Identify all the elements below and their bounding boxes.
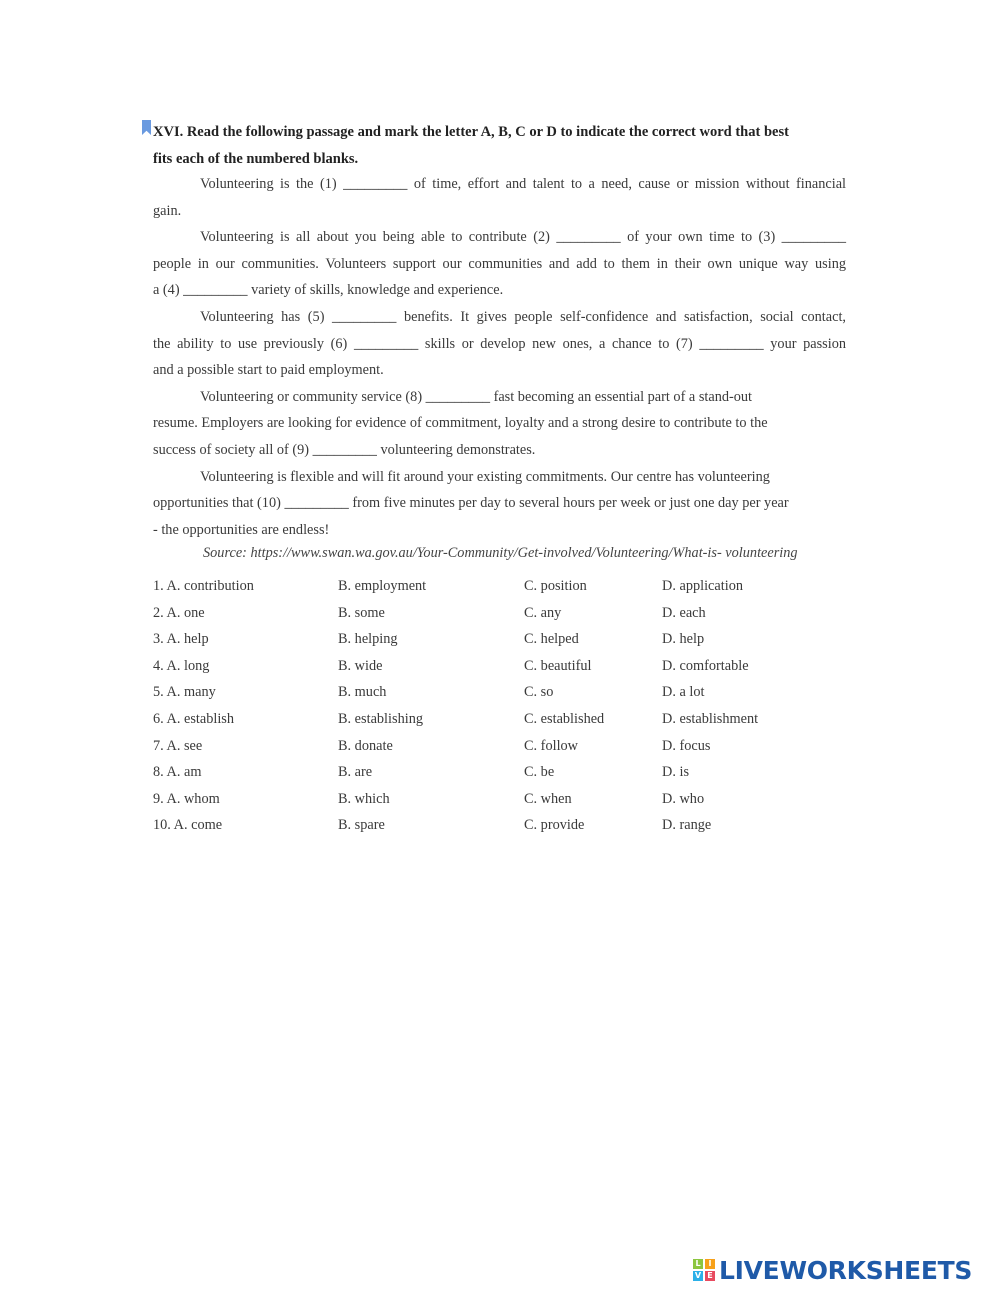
answer-option: B. helping bbox=[338, 631, 398, 648]
passage-text: your passion bbox=[763, 335, 846, 352]
passage-line bbox=[153, 517, 846, 544]
passage-line bbox=[153, 251, 846, 278]
passage-text: of time, effort and talent to a need, cause or mission without financial bbox=[407, 176, 847, 192]
heading-line-2: fits each of the numbered blanks. bbox=[153, 151, 359, 167]
logo-tile: L bbox=[693, 1259, 703, 1269]
question-options-row bbox=[153, 764, 853, 791]
logo-text: LIVEWORKSHEETS bbox=[719, 1255, 973, 1285]
answer-option: B. are bbox=[338, 764, 373, 781]
blank-field[interactable]: _________ bbox=[781, 229, 846, 246]
blank-field[interactable]: _________ bbox=[343, 176, 408, 192]
answer-option: D. who bbox=[662, 790, 705, 807]
answer-option: C. so bbox=[524, 684, 554, 701]
blank-field[interactable]: _________ bbox=[699, 335, 764, 352]
answer-option: C. provide bbox=[524, 817, 585, 834]
passage-line bbox=[153, 198, 846, 225]
answer-option: B. wide bbox=[338, 657, 383, 674]
passage-text: variety of skills, knowledge and experience. bbox=[247, 282, 504, 299]
bookmark-icon bbox=[142, 120, 151, 135]
logo-tile: E bbox=[705, 1271, 715, 1281]
passage-line bbox=[153, 410, 846, 437]
passage-text: success of society all of (9) bbox=[153, 441, 313, 458]
question-options-row bbox=[153, 684, 853, 711]
passage-text: Volunteering has (5) bbox=[200, 308, 333, 325]
answer-option: D. is bbox=[662, 764, 690, 781]
passage-text: Volunteering is all about you being able to contribute (2) bbox=[200, 229, 557, 246]
logo-tile: I bbox=[705, 1259, 715, 1269]
passage-line bbox=[153, 357, 846, 384]
passage-text: - the opportunities are endless! bbox=[153, 521, 330, 538]
question-options-row bbox=[153, 658, 853, 685]
passage-line bbox=[153, 331, 846, 358]
passage-line bbox=[153, 384, 846, 411]
answer-option: C. when bbox=[524, 790, 572, 807]
question-options-row bbox=[153, 605, 853, 632]
liveworksheets-logo bbox=[693, 1254, 972, 1286]
question-options-row bbox=[153, 578, 853, 605]
blank-field[interactable]: _________ bbox=[312, 441, 377, 458]
answer-option: D. each bbox=[662, 604, 706, 621]
answer-option: B. donate bbox=[338, 737, 393, 754]
blank-field[interactable]: _________ bbox=[284, 495, 349, 512]
heading-line-1: XVI. Read the following passage and mark the letter A, B, C or D to indicate the correct word that best bbox=[153, 124, 789, 140]
answer-option: B. spare bbox=[338, 817, 385, 834]
passage-line bbox=[153, 224, 846, 251]
answer-option: 2. A. one bbox=[153, 604, 205, 621]
answer-option: B. much bbox=[338, 684, 387, 701]
passage-text: opportunities that (10) bbox=[153, 495, 285, 512]
answer-option: C. any bbox=[524, 604, 562, 621]
passage-text: benefits. It gives people self-confidence and satisfaction, social contact, bbox=[396, 308, 846, 325]
passage-text: and a possible start to paid employment. bbox=[153, 362, 384, 379]
answer-option: 8. A. am bbox=[153, 764, 202, 781]
passage-line bbox=[153, 490, 846, 517]
answer-option: B. employment bbox=[338, 578, 427, 594]
question-options-row bbox=[153, 738, 853, 765]
answer-option: C. be bbox=[524, 764, 555, 781]
passage-text: Volunteering or community service (8) bbox=[200, 388, 426, 405]
passage-text: fast becoming an essential part of a stand-out bbox=[490, 388, 753, 405]
passage-text: resume. Employers are looking for evidence of commitment, loyalty and a strong desire to contribute to the bbox=[153, 415, 768, 432]
question-options-row bbox=[153, 817, 853, 844]
passage-line bbox=[153, 304, 846, 331]
answer-option: 4. A. long bbox=[153, 657, 210, 674]
answer-option: 7. A. see bbox=[153, 737, 203, 754]
blank-field[interactable]: _________ bbox=[183, 282, 248, 299]
passage-line bbox=[153, 437, 846, 464]
passage-line bbox=[153, 277, 846, 304]
question-options-row bbox=[153, 791, 853, 818]
blank-field[interactable]: _________ bbox=[556, 229, 621, 246]
passage-text: Volunteering is the (1) bbox=[200, 176, 344, 192]
exercise-heading bbox=[153, 119, 853, 173]
answer-option: D. focus bbox=[662, 737, 711, 754]
passage-line bbox=[153, 171, 846, 198]
answer-options-list bbox=[153, 578, 853, 844]
passage-text: skills or develop new ones, a chance to (7) bbox=[418, 335, 700, 352]
answer-option: B. which bbox=[338, 790, 390, 807]
answer-option: 3. A. help bbox=[153, 631, 209, 648]
source-citation: Source: https://www.swan.wa.gov.au/Your-Community/Get-involved/Volunteering/What-is- volunteering bbox=[203, 545, 798, 561]
answer-option: D. comfortable bbox=[662, 657, 749, 674]
passage-text: Volunteering is flexible and will fit around your existing commitments. Our centre has volunteering bbox=[200, 468, 770, 485]
answer-option: C. follow bbox=[524, 737, 579, 754]
blank-field[interactable]: _________ bbox=[425, 388, 490, 405]
passage-text: people in our communities. Volunteers support our communities and add to them in their own unique way using bbox=[153, 255, 846, 272]
passage-text: the ability to use previously (6) bbox=[153, 335, 354, 352]
answer-option: B. establishing bbox=[338, 710, 423, 727]
answer-option: C. helped bbox=[524, 631, 579, 648]
answer-option: D. range bbox=[662, 817, 712, 834]
passage-text: gain. bbox=[153, 202, 182, 219]
logo-tile: V bbox=[694, 1271, 702, 1280]
blank-field[interactable]: _________ bbox=[353, 335, 419, 352]
answer-option: B. some bbox=[338, 604, 385, 621]
answer-option: 1. A. contribution bbox=[153, 578, 254, 594]
answer-option: D. application bbox=[662, 578, 743, 594]
answer-option: 6. A. establish bbox=[153, 710, 235, 727]
passage-text: volunteering demonstrates. bbox=[376, 441, 536, 458]
passage-text: a (4) bbox=[153, 282, 184, 299]
logo-grid-icon bbox=[693, 1259, 715, 1281]
answer-option: D. help bbox=[662, 631, 705, 648]
question-options-row bbox=[153, 711, 853, 738]
question-options-row bbox=[153, 631, 853, 658]
answer-option: D. a lot bbox=[662, 684, 705, 701]
answer-option: 5. A. many bbox=[153, 684, 216, 701]
passage-text: of your own time to (3) bbox=[620, 229, 782, 246]
reading-passage bbox=[153, 171, 846, 543]
answer-option: C. established bbox=[524, 710, 605, 727]
answer-option: D. establishment bbox=[662, 710, 759, 727]
answer-option: 9. A. whom bbox=[153, 790, 220, 807]
passage-text: from five minutes per day to several hours per week or just one day per year bbox=[348, 495, 789, 512]
answer-option: C. position bbox=[524, 578, 587, 594]
blank-field[interactable]: _________ bbox=[332, 308, 397, 325]
passage-line bbox=[153, 464, 846, 491]
answer-option: 10. A. come bbox=[153, 817, 223, 834]
answer-option: C. beautiful bbox=[524, 657, 592, 674]
